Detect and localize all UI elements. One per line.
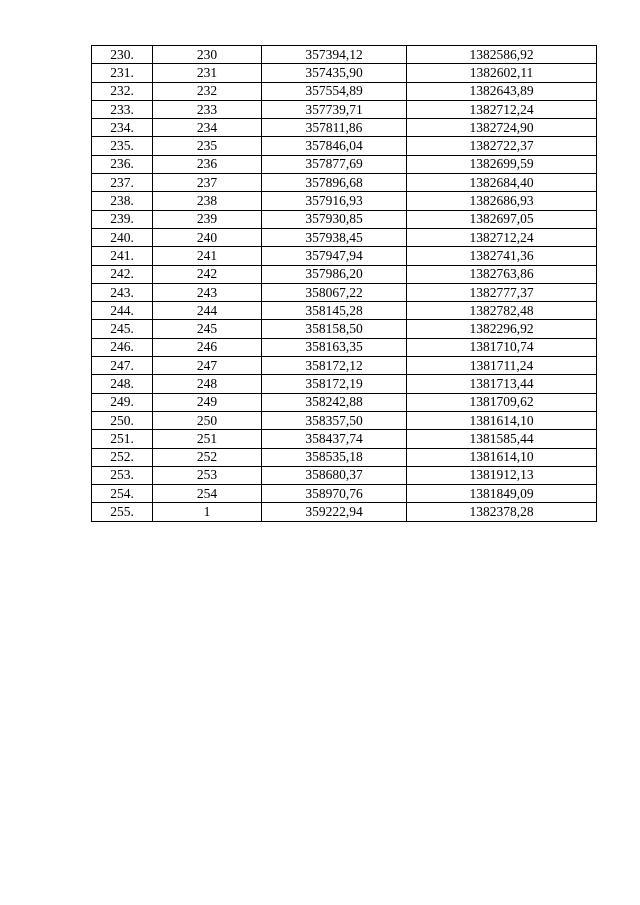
table-row	[92, 192, 597, 210]
x-coordinate-cell: 358535,18	[262, 448, 407, 466]
x-coordinate-cell: 357554,89	[262, 82, 407, 100]
table-row	[92, 448, 597, 466]
row-index-cell: 237.	[92, 174, 153, 192]
y-coordinate-cell: 1382699,59	[407, 155, 597, 173]
row-index-cell: 236.	[92, 155, 153, 173]
x-coordinate-cell: 358067,22	[262, 283, 407, 301]
point-number-cell: 235	[153, 137, 262, 155]
point-number-cell: 243	[153, 283, 262, 301]
table-row	[92, 137, 597, 155]
point-number-cell: 1	[153, 503, 262, 521]
table-row	[92, 357, 597, 375]
row-index-cell: 252.	[92, 448, 153, 466]
point-number-cell: 244	[153, 302, 262, 320]
point-number-cell: 232	[153, 82, 262, 100]
row-index-cell: 244.	[92, 302, 153, 320]
y-coordinate-cell: 1382686,93	[407, 192, 597, 210]
row-index-cell: 238.	[92, 192, 153, 210]
row-index-cell: 234.	[92, 119, 153, 137]
coordinates-table-body	[92, 46, 597, 522]
table-row	[92, 466, 597, 484]
row-index-cell: 254.	[92, 485, 153, 503]
x-coordinate-cell: 358172,12	[262, 357, 407, 375]
x-coordinate-cell: 357877,69	[262, 155, 407, 173]
table-row	[92, 411, 597, 429]
x-coordinate-cell: 358357,50	[262, 411, 407, 429]
x-coordinate-cell: 358163,35	[262, 338, 407, 356]
point-number-cell: 254	[153, 485, 262, 503]
point-number-cell: 233	[153, 100, 262, 118]
table-row	[92, 119, 597, 137]
table-row	[92, 155, 597, 173]
y-coordinate-cell: 1382722,37	[407, 137, 597, 155]
table-row	[92, 283, 597, 301]
table-row	[92, 393, 597, 411]
row-index-cell: 245.	[92, 320, 153, 338]
point-number-cell: 237	[153, 174, 262, 192]
table-row	[92, 302, 597, 320]
table-row	[92, 174, 597, 192]
y-coordinate-cell: 1381585,44	[407, 430, 597, 448]
point-number-cell: 253	[153, 466, 262, 484]
point-number-cell: 248	[153, 375, 262, 393]
table-row	[92, 210, 597, 228]
point-number-cell: 241	[153, 247, 262, 265]
y-coordinate-cell: 1382378,28	[407, 503, 597, 521]
table-row	[92, 82, 597, 100]
y-coordinate-cell: 1382763,86	[407, 265, 597, 283]
y-coordinate-cell: 1382697,05	[407, 210, 597, 228]
y-coordinate-cell: 1382782,48	[407, 302, 597, 320]
row-index-cell: 248.	[92, 375, 153, 393]
point-number-cell: 240	[153, 228, 262, 246]
y-coordinate-cell: 1382684,40	[407, 174, 597, 192]
row-index-cell: 250.	[92, 411, 153, 429]
y-coordinate-cell: 1381912,13	[407, 466, 597, 484]
x-coordinate-cell: 358158,50	[262, 320, 407, 338]
row-index-cell: 243.	[92, 283, 153, 301]
row-index-cell: 241.	[92, 247, 153, 265]
table-row	[92, 228, 597, 246]
point-number-cell: 242	[153, 265, 262, 283]
table-row	[92, 503, 597, 521]
y-coordinate-cell: 1381710,74	[407, 338, 597, 356]
table-row	[92, 320, 597, 338]
point-number-cell: 252	[153, 448, 262, 466]
x-coordinate-cell: 358145,28	[262, 302, 407, 320]
point-number-cell: 234	[153, 119, 262, 137]
table-row	[92, 64, 597, 82]
table-row	[92, 375, 597, 393]
point-number-cell: 230	[153, 46, 262, 64]
row-index-cell: 233.	[92, 100, 153, 118]
table-row	[92, 338, 597, 356]
row-index-cell: 232.	[92, 82, 153, 100]
y-coordinate-cell: 1381849,09	[407, 485, 597, 503]
point-number-cell: 239	[153, 210, 262, 228]
table-row	[92, 247, 597, 265]
x-coordinate-cell: 357896,68	[262, 174, 407, 192]
point-number-cell: 246	[153, 338, 262, 356]
x-coordinate-cell: 357435,90	[262, 64, 407, 82]
row-index-cell: 235.	[92, 137, 153, 155]
table-row	[92, 100, 597, 118]
row-index-cell: 253.	[92, 466, 153, 484]
table-row	[92, 430, 597, 448]
row-index-cell: 246.	[92, 338, 153, 356]
point-number-cell: 245	[153, 320, 262, 338]
point-number-cell: 238	[153, 192, 262, 210]
point-number-cell: 251	[153, 430, 262, 448]
x-coordinate-cell: 357811,86	[262, 119, 407, 137]
y-coordinate-cell: 1381713,44	[407, 375, 597, 393]
row-index-cell: 240.	[92, 228, 153, 246]
x-coordinate-cell: 358172,19	[262, 375, 407, 393]
x-coordinate-cell: 358970,76	[262, 485, 407, 503]
x-coordinate-cell: 357394,12	[262, 46, 407, 64]
y-coordinate-cell: 1382777,37	[407, 283, 597, 301]
table-row	[92, 485, 597, 503]
row-index-cell: 242.	[92, 265, 153, 283]
y-coordinate-cell: 1382586,92	[407, 46, 597, 64]
point-number-cell: 250	[153, 411, 262, 429]
x-coordinate-cell: 357938,45	[262, 228, 407, 246]
row-index-cell: 231.	[92, 64, 153, 82]
row-index-cell: 247.	[92, 357, 153, 375]
x-coordinate-cell: 357916,93	[262, 192, 407, 210]
x-coordinate-cell: 358680,37	[262, 466, 407, 484]
x-coordinate-cell: 357846,04	[262, 137, 407, 155]
y-coordinate-cell: 1381614,10	[407, 448, 597, 466]
y-coordinate-cell: 1382643,89	[407, 82, 597, 100]
y-coordinate-cell: 1382712,24	[407, 228, 597, 246]
x-coordinate-cell: 357739,71	[262, 100, 407, 118]
table-row	[92, 265, 597, 283]
row-index-cell: 255.	[92, 503, 153, 521]
x-coordinate-cell: 358242,88	[262, 393, 407, 411]
x-coordinate-cell: 357930,85	[262, 210, 407, 228]
point-number-cell: 231	[153, 64, 262, 82]
x-coordinate-cell: 359222,94	[262, 503, 407, 521]
y-coordinate-cell: 1382741,36	[407, 247, 597, 265]
y-coordinate-cell: 1381614,10	[407, 411, 597, 429]
y-coordinate-cell: 1382602,11	[407, 64, 597, 82]
y-coordinate-cell: 1382724,90	[407, 119, 597, 137]
y-coordinate-cell: 1382712,24	[407, 100, 597, 118]
coordinates-table	[91, 45, 597, 522]
y-coordinate-cell: 1381709,62	[407, 393, 597, 411]
row-index-cell: 251.	[92, 430, 153, 448]
x-coordinate-cell: 358437,74	[262, 430, 407, 448]
y-coordinate-cell: 1381711,24	[407, 357, 597, 375]
x-coordinate-cell: 357947,94	[262, 247, 407, 265]
y-coordinate-cell: 1382296,92	[407, 320, 597, 338]
row-index-cell: 249.	[92, 393, 153, 411]
point-number-cell: 247	[153, 357, 262, 375]
table-row	[92, 46, 597, 64]
point-number-cell: 236	[153, 155, 262, 173]
row-index-cell: 230.	[92, 46, 153, 64]
row-index-cell: 239.	[92, 210, 153, 228]
x-coordinate-cell: 357986,20	[262, 265, 407, 283]
point-number-cell: 249	[153, 393, 262, 411]
